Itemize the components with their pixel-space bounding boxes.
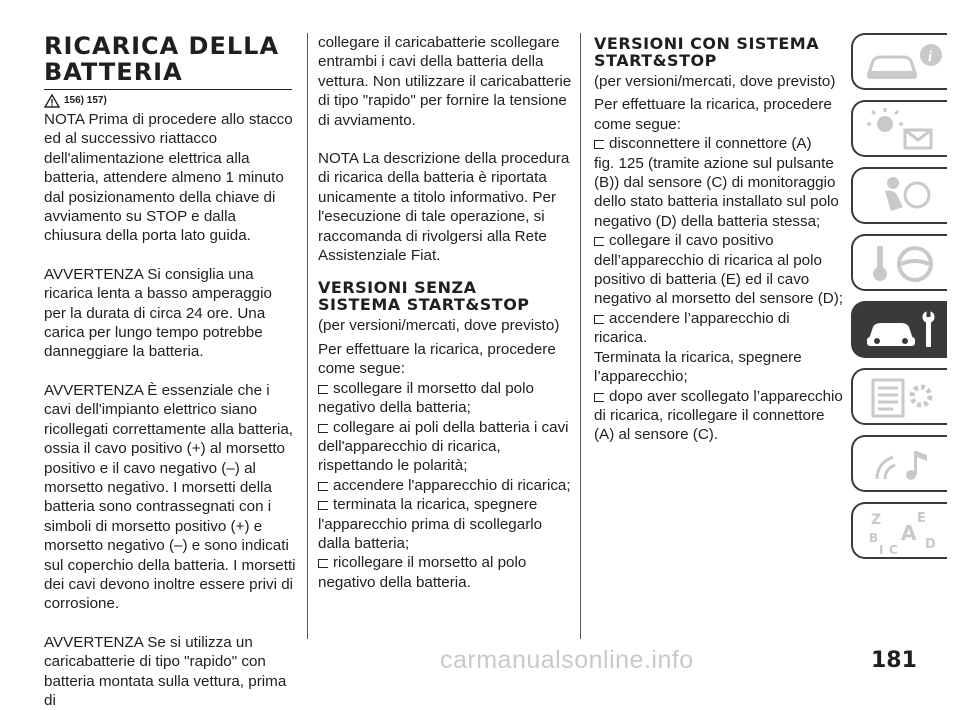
svg-text:B: B xyxy=(869,531,879,545)
note-paragraph-2: NOTA La descrizione della procedura di ricarica della batteria è riportata unicamente a titolo informativo. Per l'esecuzione di tale operazione, si raccomanda di rivolgersi alla Rete Assistenziale Fiat. xyxy=(318,150,570,265)
title-rule xyxy=(44,89,292,90)
tab-safety[interactable] xyxy=(851,167,947,224)
step-text: accendere l'apparecchio di ricarica; xyxy=(333,476,571,494)
warning-triangle-icon xyxy=(44,94,60,108)
step-text: disconnettere il connettore (A) xyxy=(609,135,812,153)
step-item xyxy=(318,476,572,495)
step-text: ricollegare il morsetto al polo negativo della batteria. xyxy=(318,554,527,591)
warning-ref-numbers: 156) 157) xyxy=(64,95,107,107)
svg-text:i: i xyxy=(928,49,933,65)
car-info-icon xyxy=(863,39,943,87)
svg-text:I: I xyxy=(879,543,884,556)
continued-paragraph: collegare il caricabatterie scollegare entrambi i cavi della batteria della vettura. Non utilizzare il caricabatterie di tipo "rapido" per fornire la tensione di avviamento. xyxy=(318,34,572,129)
step-continuation: Terminata la ricarica, spegnere l’apparecchio; xyxy=(594,348,802,386)
section-heading-without-ss xyxy=(318,279,572,313)
bullet-icon xyxy=(594,315,604,324)
title-line-1: RICARICA DELLA xyxy=(44,32,280,60)
bullet-icon xyxy=(318,385,328,394)
step-item xyxy=(318,495,572,553)
warning-paragraph-2: AVVERTENZA È essenziale che i cavi dell'impianto elettrico siano ricollegati correttamente alla batteria, ossia il cavo positivo (+) al morsetto positivo e il cavo negativo (–) al morsetto negativo. I morsetti della batteria sono contrassegnati con i simboli di morsetto positivo (+) e morsetto negativo (–) e sono indicati sul coperchio della batteria. I morsetti dei cavi devono inoltre essere privi di corrosione. xyxy=(44,381,296,613)
svg-text:D: D xyxy=(925,537,936,552)
tab-starting-driving[interactable] xyxy=(851,234,947,291)
svg-text:C: C xyxy=(889,543,898,556)
warning-paragraph-3: AVVERTENZA Se si utilizza un caricabatterie di tipo "rapido" con batteria montata sulla vettura, prima di xyxy=(44,633,287,709)
availability-note: (per versioni/mercati, dove previsto) xyxy=(594,73,836,90)
bullet-icon xyxy=(594,140,604,149)
section-heading-with-ss xyxy=(594,35,846,69)
tab-dashboard-lights[interactable] xyxy=(851,100,947,157)
bullet-icon xyxy=(318,559,328,568)
car-wrench-icon xyxy=(863,307,943,355)
heading-line-1: VERSIONI SENZA xyxy=(318,278,477,298)
svg-text:E: E xyxy=(917,511,926,526)
heading-line-2: SISTEMA START&STOP xyxy=(318,295,530,315)
column-1 xyxy=(44,33,296,710)
step-item xyxy=(594,309,846,348)
column-divider-2 xyxy=(580,33,581,639)
key-steering-icon xyxy=(863,240,943,288)
tab-knowing-car[interactable] xyxy=(851,33,947,90)
technical-data-icon xyxy=(863,374,943,422)
step-text: collegare ai poli della batteria i cavi dell'apparecchio di ricarica, rispettando le polarità; xyxy=(318,418,569,475)
svg-text:A: A xyxy=(901,521,917,545)
step-text: accendere l’apparecchio di ricarica. xyxy=(594,309,790,347)
bullet-icon xyxy=(318,482,328,491)
warning-paragraph-1: AVVERTENZA Si consiglia una ricarica lenta a basso amperaggio per la durata di circa 24 ore. Una carica per lungo tempo potrebbe danneggiare la batteria. xyxy=(44,265,272,361)
warning-refs xyxy=(44,94,296,108)
multimedia-icon xyxy=(863,441,943,489)
bullet-icon xyxy=(594,393,604,402)
page-title xyxy=(44,33,296,85)
warning-lights-icon xyxy=(863,106,943,154)
title-line-2: BATTERIA xyxy=(44,58,183,86)
procedure-intro: Per effettuare la ricarica, procedere come segue: xyxy=(594,96,832,133)
bullet-icon xyxy=(594,237,604,246)
svg-text:Z: Z xyxy=(871,512,882,528)
step-item xyxy=(318,379,572,418)
heading-line-1: VERSIONI CON SISTEMA xyxy=(594,34,820,53)
tab-maintenance[interactable] xyxy=(851,301,947,358)
heading-line-2: START&STOP xyxy=(594,51,717,70)
tab-technical-data[interactable] xyxy=(851,368,947,425)
index-letters-icon xyxy=(863,508,943,556)
step-item xyxy=(594,134,846,153)
availability-note: (per versioni/mercati, dove previsto) xyxy=(318,317,560,335)
bullet-icon xyxy=(318,501,328,510)
airbag-seat-icon xyxy=(863,173,943,221)
note-paragraph: NOTA Prima di procedere allo stacco ed al successivo riattacco dell'alimentazione elettrica alla batteria, attendere almeno 1 minuto dal posizionamento della chiave di avviamento su STOP e dalla chiusura della porta lato guida. xyxy=(44,111,293,245)
step-text: scollegare il morsetto dal polo negativo della batteria; xyxy=(318,379,534,417)
column-3 xyxy=(594,33,846,445)
step-text: terminata la ricarica, spegnere l'apparecchio prima di scollegarlo dalla batteria; xyxy=(318,496,543,552)
step-item xyxy=(594,231,846,309)
step-continuation: fig. 125 (tramite azione sul pulsante (B)) dal sensore (C) di monitoraggio dello stato batteria installato sul polo negativo (D) della batteria stessa; xyxy=(594,154,839,230)
step-text: dopo aver scollegato l’apparecchio di ricarica, ricollegare il connettore (A) al sensore (C). xyxy=(594,387,843,444)
column-2 xyxy=(318,33,572,592)
step-text: collegare il cavo positivo dell’apparecchio di ricarica al polo positivo di batteria (E) ed il cavo negativo al morsetto del sensore (D); xyxy=(594,232,844,308)
step-item xyxy=(318,418,572,476)
step-item xyxy=(594,387,846,445)
column-divider-1 xyxy=(307,33,308,639)
bullet-icon xyxy=(318,424,328,433)
tab-index[interactable] xyxy=(851,502,947,559)
watermark: carmanualsonline.info xyxy=(440,646,694,674)
page-number: 181 xyxy=(871,648,917,673)
tab-multimedia[interactable] xyxy=(851,435,947,492)
procedure-intro: Per effettuare la ricarica, procedere come segue: xyxy=(318,340,556,378)
step-item xyxy=(318,553,572,592)
